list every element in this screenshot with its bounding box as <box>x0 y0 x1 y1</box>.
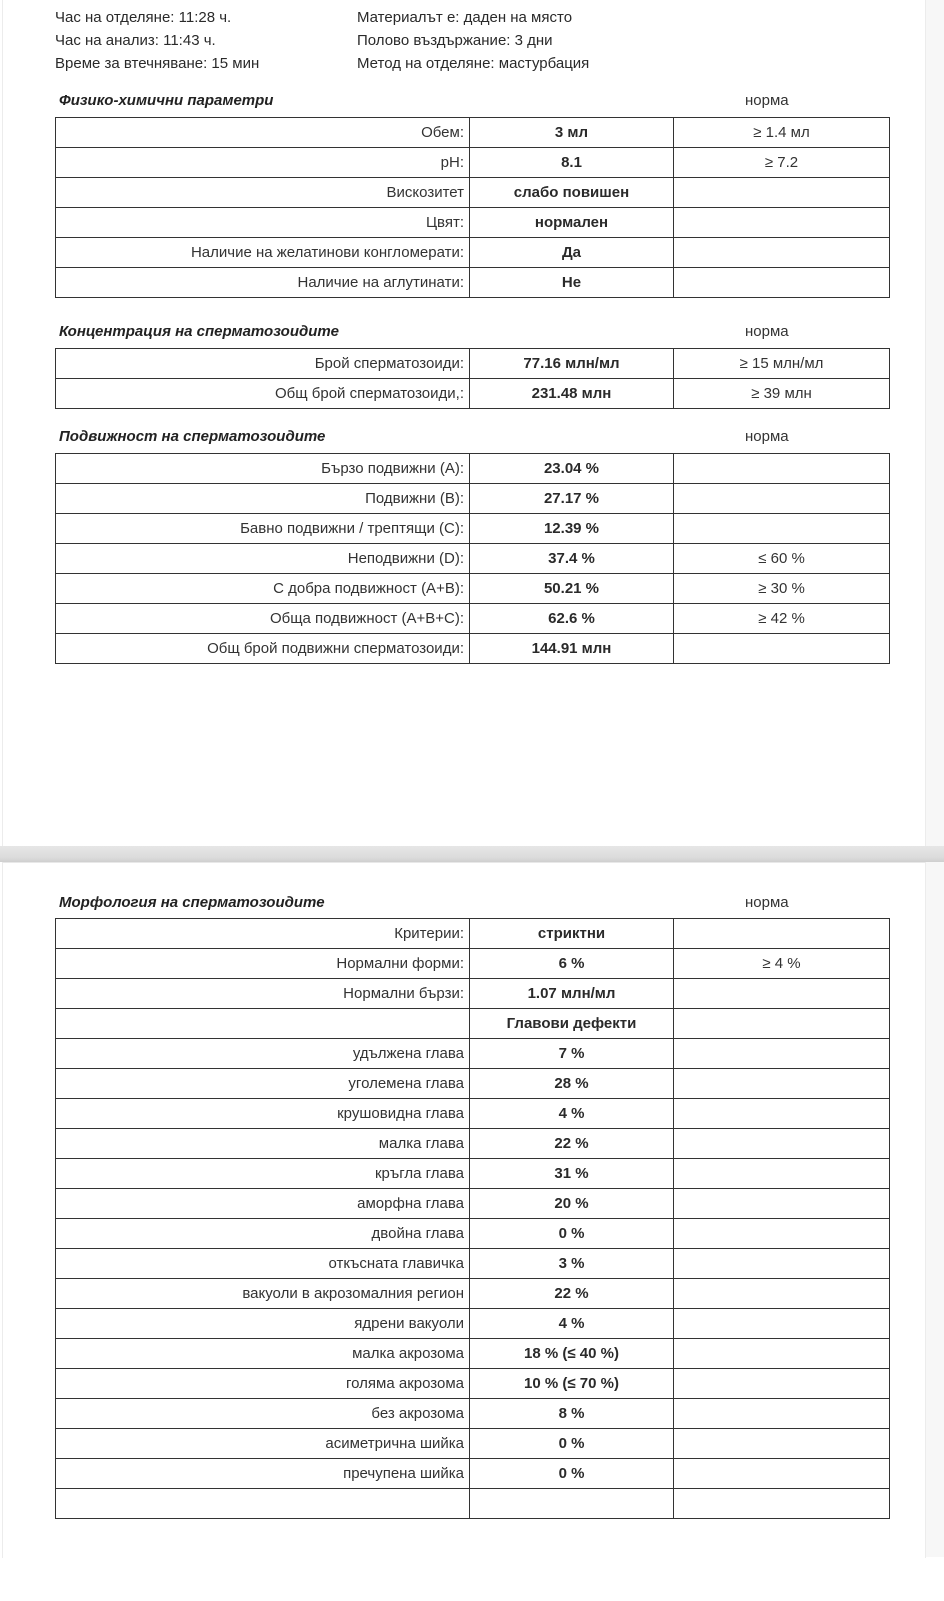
table-row <box>56 484 890 514</box>
row-value: 18 % (≤ 40 %) <box>470 1339 674 1369</box>
row-value: 8 % <box>470 1399 674 1429</box>
row-value: Главови дефекти <box>470 1009 674 1039</box>
material-source: Материалът е: даден на място <box>357 9 573 26</box>
norm-header: норма <box>745 92 789 109</box>
row-value: 28 % <box>470 1069 674 1099</box>
row-value: нормален <box>470 208 674 238</box>
row-value: Да <box>470 238 674 268</box>
row-norm <box>674 454 890 484</box>
table-row <box>56 268 890 298</box>
row-label: вакуоли в акрозомалния регион <box>56 1279 470 1309</box>
row-norm <box>674 1129 890 1159</box>
row-norm <box>674 1279 890 1309</box>
row-label: Наличие на аглутинати: <box>56 268 470 298</box>
row-norm <box>674 1159 890 1189</box>
page-2-viewport <box>0 862 944 1557</box>
collection-time: Час на отделяне: 11:28 ч. <box>55 9 232 26</box>
row-norm <box>674 1399 890 1429</box>
row-label <box>56 1489 470 1519</box>
table-row <box>56 1339 890 1369</box>
row-label: Подвижни (B): <box>56 484 470 514</box>
row-value: 23.04 % <box>470 454 674 484</box>
row-norm: ≥ 1.4 мл <box>674 118 890 148</box>
table-row <box>56 1189 890 1219</box>
analysis-time: Час на анализ: 11:43 ч. <box>55 32 216 49</box>
table-row <box>56 1459 890 1489</box>
row-norm <box>674 634 890 664</box>
row-norm <box>674 1489 890 1519</box>
row-label: асиметрична шийка <box>56 1429 470 1459</box>
motility-table <box>55 453 890 664</box>
row-norm <box>674 238 890 268</box>
table-row <box>56 544 890 574</box>
row-label: Обем: <box>56 118 470 148</box>
table-row <box>56 1159 890 1189</box>
row-label: крушовидна глава <box>56 1099 470 1129</box>
row-label: Неподвижни (D): <box>56 544 470 574</box>
row-value: слабо повишен <box>470 178 674 208</box>
row-label: Нормални форми: <box>56 949 470 979</box>
row-norm <box>674 1369 890 1399</box>
row-label: пречупена шийка <box>56 1459 470 1489</box>
row-label: Брой сперматозоиди: <box>56 349 470 379</box>
row-norm <box>674 1039 890 1069</box>
row-value: 3 % <box>470 1249 674 1279</box>
table-row <box>56 349 890 379</box>
row-value: 22 % <box>470 1129 674 1159</box>
row-label: малка акрозома <box>56 1339 470 1369</box>
row-norm: ≥ 15 млн/мл <box>674 349 890 379</box>
norm-header: норма <box>745 428 789 445</box>
row-norm: ≤ 60 % <box>674 544 890 574</box>
row-norm <box>674 208 890 238</box>
table-row <box>56 1429 890 1459</box>
row-value: 0 % <box>470 1219 674 1249</box>
row-label: двойна глава <box>56 1219 470 1249</box>
section-title-motility: Подвижност на сперматозоидите <box>59 428 326 445</box>
row-norm <box>674 268 890 298</box>
row-label: Бързо подвижни (A): <box>56 454 470 484</box>
row-value: 8.1 <box>470 148 674 178</box>
table-row <box>56 1399 890 1429</box>
row-norm <box>674 1099 890 1129</box>
row-value: 62.6 % <box>470 604 674 634</box>
row-norm <box>674 919 890 949</box>
row-value: 6 % <box>470 949 674 979</box>
row-value: 27.17 % <box>470 484 674 514</box>
row-label <box>56 1009 470 1039</box>
table-row <box>56 1039 890 1069</box>
collection-info-left <box>55 6 259 75</box>
table-row <box>56 1309 890 1339</box>
row-norm <box>674 1309 890 1339</box>
table-row <box>56 1369 890 1399</box>
table-row <box>56 208 890 238</box>
row-norm: ≥ 7.2 <box>674 148 890 178</box>
row-norm <box>674 1459 890 1489</box>
row-label: уголемена глава <box>56 1069 470 1099</box>
row-label: Наличие на желатинови конгломерати: <box>56 238 470 268</box>
row-norm <box>674 1339 890 1369</box>
table-row <box>56 574 890 604</box>
physico-chemical-table <box>55 117 890 298</box>
row-label: Обща подвижност (A+B+C): <box>56 604 470 634</box>
table-row <box>56 979 890 1009</box>
row-value: 3 мл <box>470 118 674 148</box>
row-value: 20 % <box>470 1189 674 1219</box>
row-value: 7 % <box>470 1039 674 1069</box>
table-row <box>56 118 890 148</box>
table-row <box>56 1249 890 1279</box>
table-row <box>56 949 890 979</box>
page-break <box>0 846 944 862</box>
table-row <box>56 1489 890 1519</box>
table-row <box>56 1069 890 1099</box>
abstinence: Полово въздържание: 3 дни <box>357 32 553 49</box>
table-row <box>56 1219 890 1249</box>
row-norm <box>674 1249 890 1279</box>
row-value: 231.48 млн <box>470 379 674 409</box>
row-norm: ≥ 39 млн <box>674 379 890 409</box>
section-title-physico-chemical: Физико-химични параметри <box>59 92 274 109</box>
table-row <box>56 1099 890 1129</box>
table-row <box>56 1129 890 1159</box>
row-label: pH: <box>56 148 470 178</box>
row-norm <box>674 1009 890 1039</box>
morphology-table <box>55 918 890 1519</box>
row-label: Бавно подвижни / трептящи (C): <box>56 514 470 544</box>
table-row <box>56 1009 890 1039</box>
row-value: 4 % <box>470 1309 674 1339</box>
row-norm <box>674 1219 890 1249</box>
row-value: 37.4 % <box>470 544 674 574</box>
table-row <box>56 604 890 634</box>
table-row <box>56 1279 890 1309</box>
section-title-concentration: Концентрация на сперматозоидите <box>59 323 339 340</box>
row-norm: ≥ 30 % <box>674 574 890 604</box>
liquefaction-time: Време за втечняване: 15 мин <box>55 55 260 72</box>
table-row <box>56 634 890 664</box>
row-value: 144.91 млн <box>470 634 674 664</box>
row-value: стриктни <box>470 919 674 949</box>
collection-info-right <box>357 6 589 75</box>
table-row <box>56 919 890 949</box>
row-value <box>470 1489 674 1519</box>
row-label: откъсната главичка <box>56 1249 470 1279</box>
row-norm <box>674 1429 890 1459</box>
table-row <box>56 454 890 484</box>
table-row <box>56 178 890 208</box>
row-norm <box>674 514 890 544</box>
row-value: 31 % <box>470 1159 674 1189</box>
row-label: Критерии: <box>56 919 470 949</box>
row-label: удължена глава <box>56 1039 470 1069</box>
row-label: С добра подвижност (A+B): <box>56 574 470 604</box>
row-value: 10 % (≤ 70 %) <box>470 1369 674 1399</box>
row-norm <box>674 178 890 208</box>
row-label: Общ брой сперматозоиди,: <box>56 379 470 409</box>
table-row <box>56 238 890 268</box>
row-norm: ≥ 42 % <box>674 604 890 634</box>
row-label: Общ брой подвижни сперматозоиди: <box>56 634 470 664</box>
row-label: Цвят: <box>56 208 470 238</box>
table-row <box>56 379 890 409</box>
row-value: 50.21 % <box>470 574 674 604</box>
section-title-morphology: Морфология на сперматозоидите <box>59 894 325 911</box>
row-label: Нормални бързи: <box>56 979 470 1009</box>
row-label: Вискозитет <box>56 178 470 208</box>
row-value: 22 % <box>470 1279 674 1309</box>
row-norm <box>674 979 890 1009</box>
table-row <box>56 148 890 178</box>
row-label: кръгла глава <box>56 1159 470 1189</box>
row-label: без акрозома <box>56 1399 470 1429</box>
table-row <box>56 514 890 544</box>
row-value: 0 % <box>470 1429 674 1459</box>
row-label: ядрени вакуоли <box>56 1309 470 1339</box>
row-value: 12.39 % <box>470 514 674 544</box>
row-norm <box>674 1189 890 1219</box>
row-norm <box>674 484 890 514</box>
row-label: малка глава <box>56 1129 470 1159</box>
row-label: аморфна глава <box>56 1189 470 1219</box>
row-value: Не <box>470 268 674 298</box>
row-label: голяма акрозома <box>56 1369 470 1399</box>
row-value: 4 % <box>470 1099 674 1129</box>
row-value: 1.07 млн/мл <box>470 979 674 1009</box>
norm-header: норма <box>745 323 789 340</box>
concentration-table <box>55 348 890 409</box>
norm-header: норма <box>745 894 789 911</box>
row-norm: ≥ 4 % <box>674 949 890 979</box>
row-norm <box>674 1069 890 1099</box>
row-value: 0 % <box>470 1459 674 1489</box>
collection-method: Метод на отделяне: мастурбация <box>357 55 590 72</box>
row-value: 77.16 млн/мл <box>470 349 674 379</box>
